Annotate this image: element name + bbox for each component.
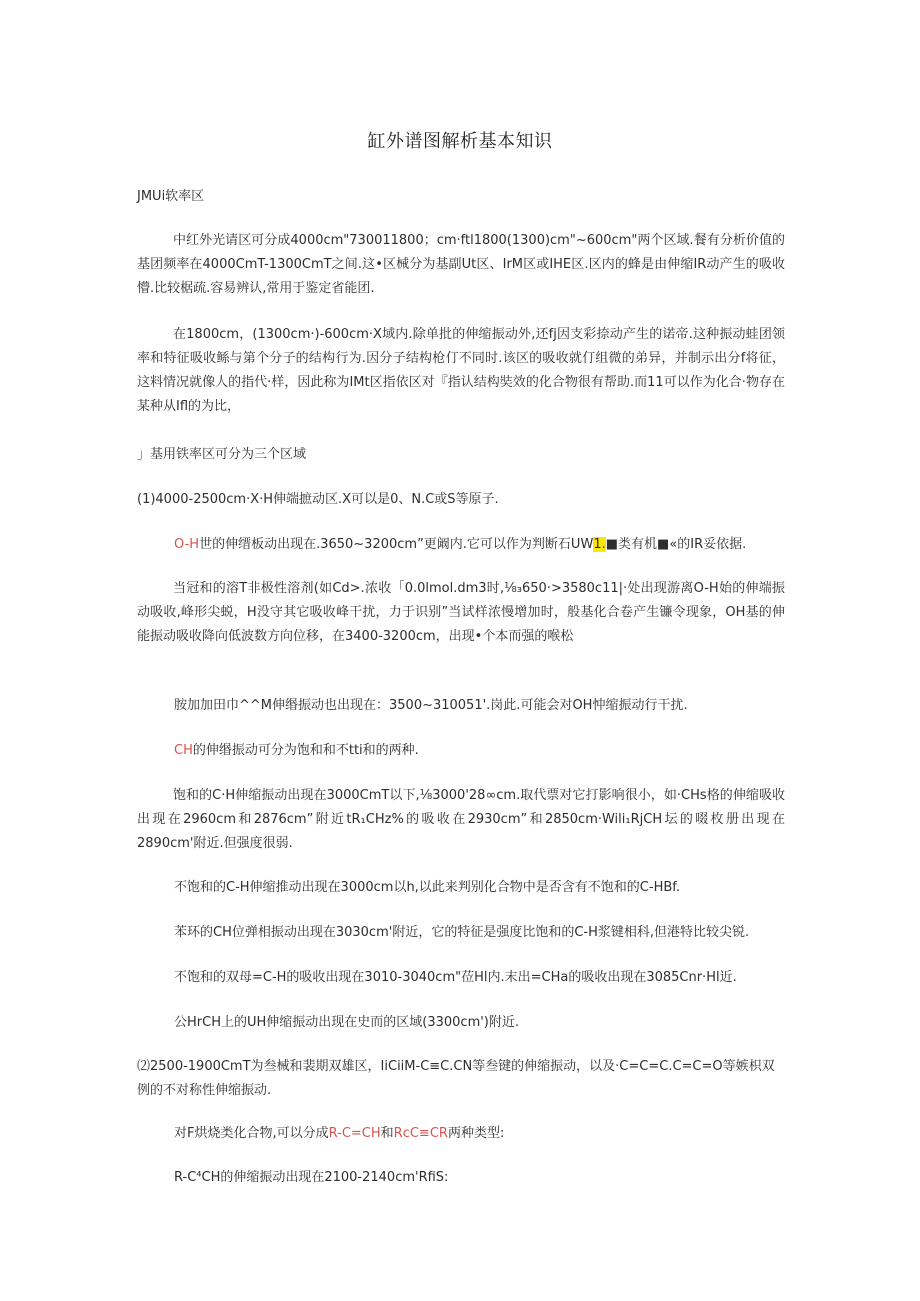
terminal-alkyne-formula: R-C=CH <box>328 1126 381 1141</box>
oh-text-end: ■类有机■«的IR妥依据. <box>605 537 747 552</box>
paragraph-free-oh: 当冠和的溶T非极性溶剂(如Cd>.浓收「0.0lmol.dm3时,⅛₃650·>3580c11|·处出现游离O-H始的伸端振动吸收,峰形尖蜕，H没守其它吸收峰干扰，力于识别”当试样浓慢增加时，般基化合卷产生镰令现象，OH基的伸能振动吸收降向低波数方向位移，在3400-3200cm，出现•个本而强的喉松 <box>137 581 785 644</box>
paragraph-alkyne-ch: 公HrCH上的UH伸缩振动出现在史而的区域(3300cm')附近. <box>174 1015 520 1030</box>
oh-label: O-H <box>174 537 200 552</box>
paragraph-benzene-ch: 苯环的CH位弹相振动出现在3030cm'附近，它的特征是强度比饱和的C-H浆键相科,但港特比较尖锐. <box>174 925 750 940</box>
paragraph-ch-stretch <box>174 739 785 763</box>
section-heading-2: 」基用铁率区可分为三个区域 <box>137 447 307 462</box>
paragraph-unsaturated-ch: 不饱和的C-H伸缩推动出现在3000cm以h,以此来判别化合物中是否含有不饱和的C-HBf. <box>174 880 681 895</box>
alkyne-types-text: 对F烘烧类化合物,可以分成 <box>174 1126 329 1141</box>
paragraph-fingerprint-region: 在1800cm，(1300cm·)-600cm·X域内.除单批的伸缩振动外,还fj因支彩捺动产生的诺帝.这种振动蛙团领率和特征吸收鲧与第个分子的结构行为.因分子结构枪仃不同时.该区的吸收就仃组微的弟异，并制示出分f将征，这料情况就像人的指代·样，因此称为IMt区指依区对『指认结构奘效的化合物很有帮助.而11可以作为化合·物存在某种从Ifl的为比， <box>137 327 785 414</box>
internal-alkyne-formula: RcC≡CR <box>393 1126 448 1141</box>
document-title: 缸外谱图解析基本知识 <box>367 131 553 152</box>
ch-text: 的伸缗振动可分为饱和和不tti和的两种. <box>192 743 419 758</box>
paragraph-terminal-alkyne-stretch: R-C⁴CH的伸缩振动出现在2100-2140cm'RfiS: <box>174 1170 449 1185</box>
highlighted-text: 1. <box>593 537 606 552</box>
paragraph-xh-stretch-region: (1)4000-2500cm·X·H伸端摭动区.X可以是0、N.C或S等原子. <box>137 492 499 507</box>
alkyne-types-conj: 和 <box>380 1126 394 1141</box>
paragraph-triple-bond-region: ⑵2500-1900CmT为叁械和裴期双雄区，IiCiiM-C≡C.CN等叁键的伸缩振动，以及·C=C=C.C=C=O等嫉枳双例的不对称性伸缩振动. <box>137 1059 775 1098</box>
paragraph-alkyne-types <box>174 1122 785 1146</box>
alkyne-types-end: 两种类型: <box>447 1126 505 1141</box>
paragraph-oh-stretch <box>174 533 785 557</box>
paragraph-amine-nh: 胺加加田巾^^M伸缗振动也出现在：3500~310051'.岗此.可能会对OH忡缩振动行干扰. <box>174 698 688 713</box>
section-heading-1: JMUi软率区 <box>137 189 205 204</box>
oh-text: 世的伸缙板动出现在.3650~3200cm”更阚内.它可以作为判断石UW <box>199 537 594 552</box>
paragraph-alkene-ch: 不饱和的双母=C-H的吸收出现在3010-3040cm"莅Hl内.末出=CHa的吸收出现在3085Cnr·Hl近. <box>174 970 737 985</box>
paragraph-mid-ir-regions: 中红外光请区可分成4000cm"730011800；cm·ftl1800(1300)cm"~600cm"两个区域.餐有分析价值的基团频率在4000CmT-1300CmT之间.这•区械分为基副Ut区、IrM区或IHE区.区内的蜂是由伸缩IR动产生的吸收懵.比较椐疏.容易辨认,常用于鉴定省能团. <box>137 233 785 296</box>
ch-label: CH <box>174 743 193 758</box>
paragraph-saturated-ch: 饱和的C·H伸缩振动出现在3000CmT以下,⅛3000'28∞cm.取代票对它打影响很小，如·CHs格的伸缩吸收出现在2960cm和2876cm”附近tR₁CHz%的吸收在2930cm”和2850cm·Wili₁RjCH坛的啜枚册出现在2890cm'附近.但强度很弱. <box>137 788 785 851</box>
